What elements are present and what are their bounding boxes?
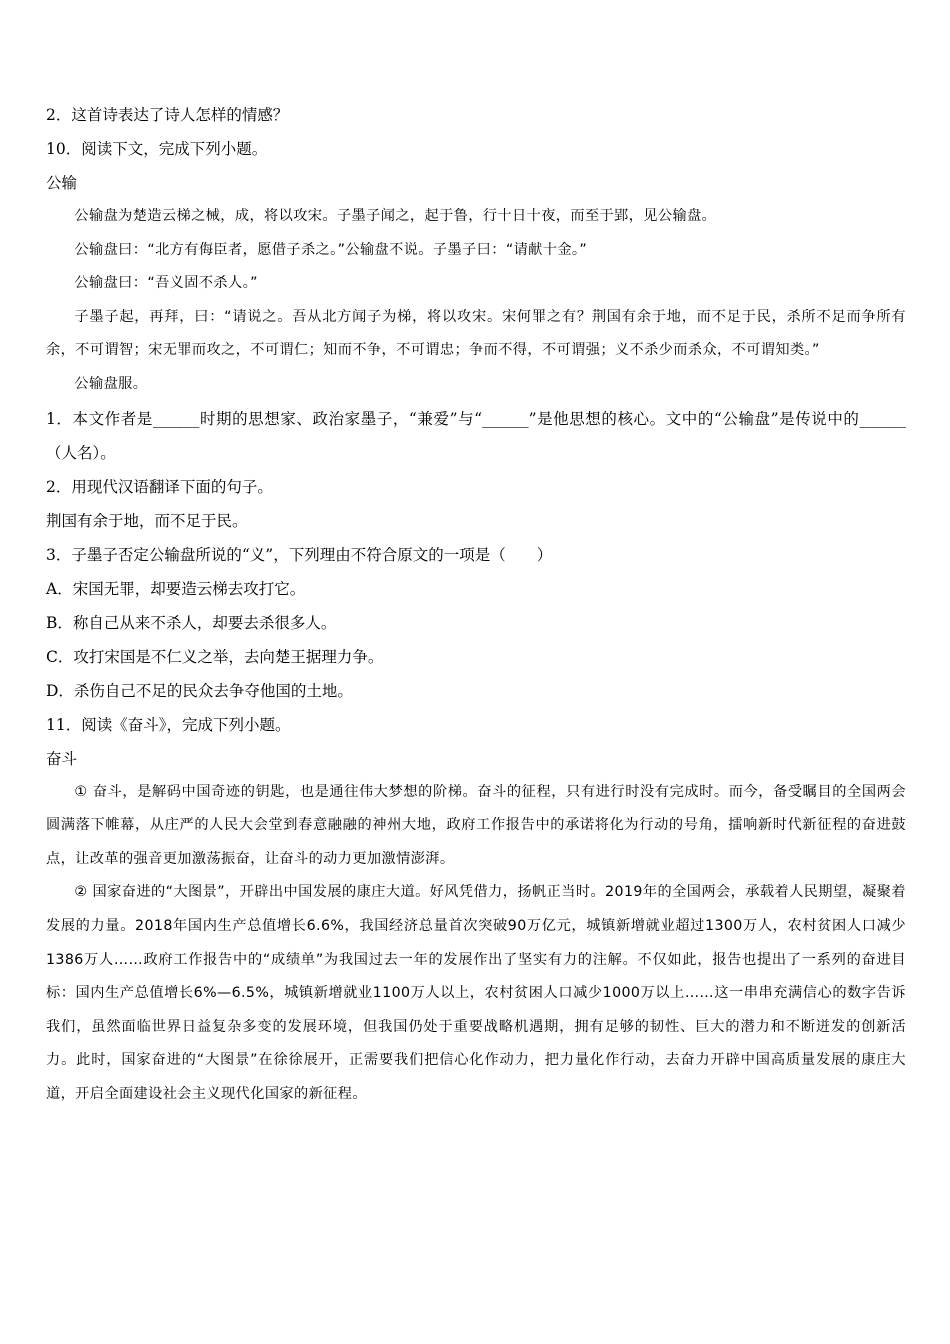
option-a: A．宋国无罪，却要造云梯去攻打它。 <box>46 579 306 598</box>
question-prev-2: 2．这首诗表达了诗人怎样的情感？ <box>46 106 289 124</box>
option-d: D．杀伤自己不足的民众去争夺他国的土地。 <box>46 681 353 700</box>
question-10-sub2: 2．用现代汉语翻译下面的句子。 <box>46 477 273 496</box>
passage-paragraph: 公输盘服。 <box>74 375 148 392</box>
option-c: C．攻打宋国是不仁义之举，去向楚王据理力争。 <box>46 647 384 666</box>
passage-paragraph: 子墨子起，再拜，曰：“请说之。吾从北方闻子为梯，将以攻宋。宋何罪之有？荆国有余于地，而不足于民，杀所不足而争所有余，不可谓智；宋无罪而攻之，不可谓仁；知而不争，不可谓忠；争而不得，不可谓强；义不杀少而杀众，不可谓知类。” <box>46 308 906 359</box>
passage-paragraph: ② 国家奋进的“大图景”，开辟出中国发展的康庄大道。好风凭借力，扬帆正当时。2019年的全国两会，承载着人民期望，凝聚着发展的力量。2018年国内生产总值增长6.6%，我国经济总量首次突破90万亿元，城镇新增就业超过1300万人，农村贫困人口减少1386万人……政府工作报告中的“成绩单”为我国过去一年的发展作出了坚实有力的注解。不仅如此，报告也提出了一系列的奋进目标：国内生产总值增长6%—6.5%，城镇新增就业1100万人以上，农村贫困人口减少1000万以上……这一串串充满信心的数字告诉我们，虽然面临世界日益复杂多变的发展环境，但我国仍处于重要战略机遇期，拥有足够的韧性、巨大的潜力和不断迸发的创新活力。此时，国家奋进的“大图景”在徐徐展开，正需要我们把信心化作动力，把力量化作行动，去奋力开辟中国高质量发展的康庄大道，开启全面建设社会主义现代化国家的新征程。 <box>46 884 906 1102</box>
passage-title-fendou: 奋斗 <box>46 749 78 768</box>
question-10-sub1: 1．本文作者是______时期的思想家、政治家墨子，“兼爱”与“______”是他思想的核心。文中的“公输盘”是传说中的______（人名）。 <box>46 409 906 462</box>
document-page <box>46 98 906 1112</box>
question-10-sub2-sentence: 荆国有余于地，而不足于民。 <box>46 511 248 530</box>
question-11-header: 11．阅读《奋斗》，完成下列小题。 <box>46 715 291 734</box>
question-10-sub3: 3．子墨子否定公输盘所说的“义”，下列理由不符合原文的一项是（ ） <box>46 545 553 564</box>
passage-title-gongshu: 公输 <box>46 174 78 192</box>
passage-paragraph: 公输盘曰：“北方有侮臣者，愿借子杀之。”公输盘不说。子墨子曰：“请献十金。” <box>74 241 588 258</box>
passage-paragraph: 公输盘为楚造云梯之械，成，将以攻宋。子墨子闻之，起于鲁，行十日十夜，而至于郢，见公输盘。 <box>74 208 717 224</box>
passage-paragraph: 公输盘曰：“吾义固不杀人。” <box>74 275 258 292</box>
question-10-header: 10．阅读下文，完成下列小题。 <box>46 140 268 158</box>
option-b: B．称自己从来不杀人，却要去杀很多人。 <box>46 613 337 632</box>
passage-paragraph: ① 奋斗，是解码中国奇迹的钥匙，也是通往伟大梦想的阶梯。奋斗的征程，只有进行时没有完成时。而今，备受瞩目的全国两会圆满落下帷幕，从庄严的人民大会堂到春意融融的神州大地，政府工作报告中的承诺将化为行动的号角，擂响新时代新征程的奋进鼓点，让改革的强音更加激荡振奋，让奋斗的动力更加激情澎湃。 <box>46 783 906 867</box>
